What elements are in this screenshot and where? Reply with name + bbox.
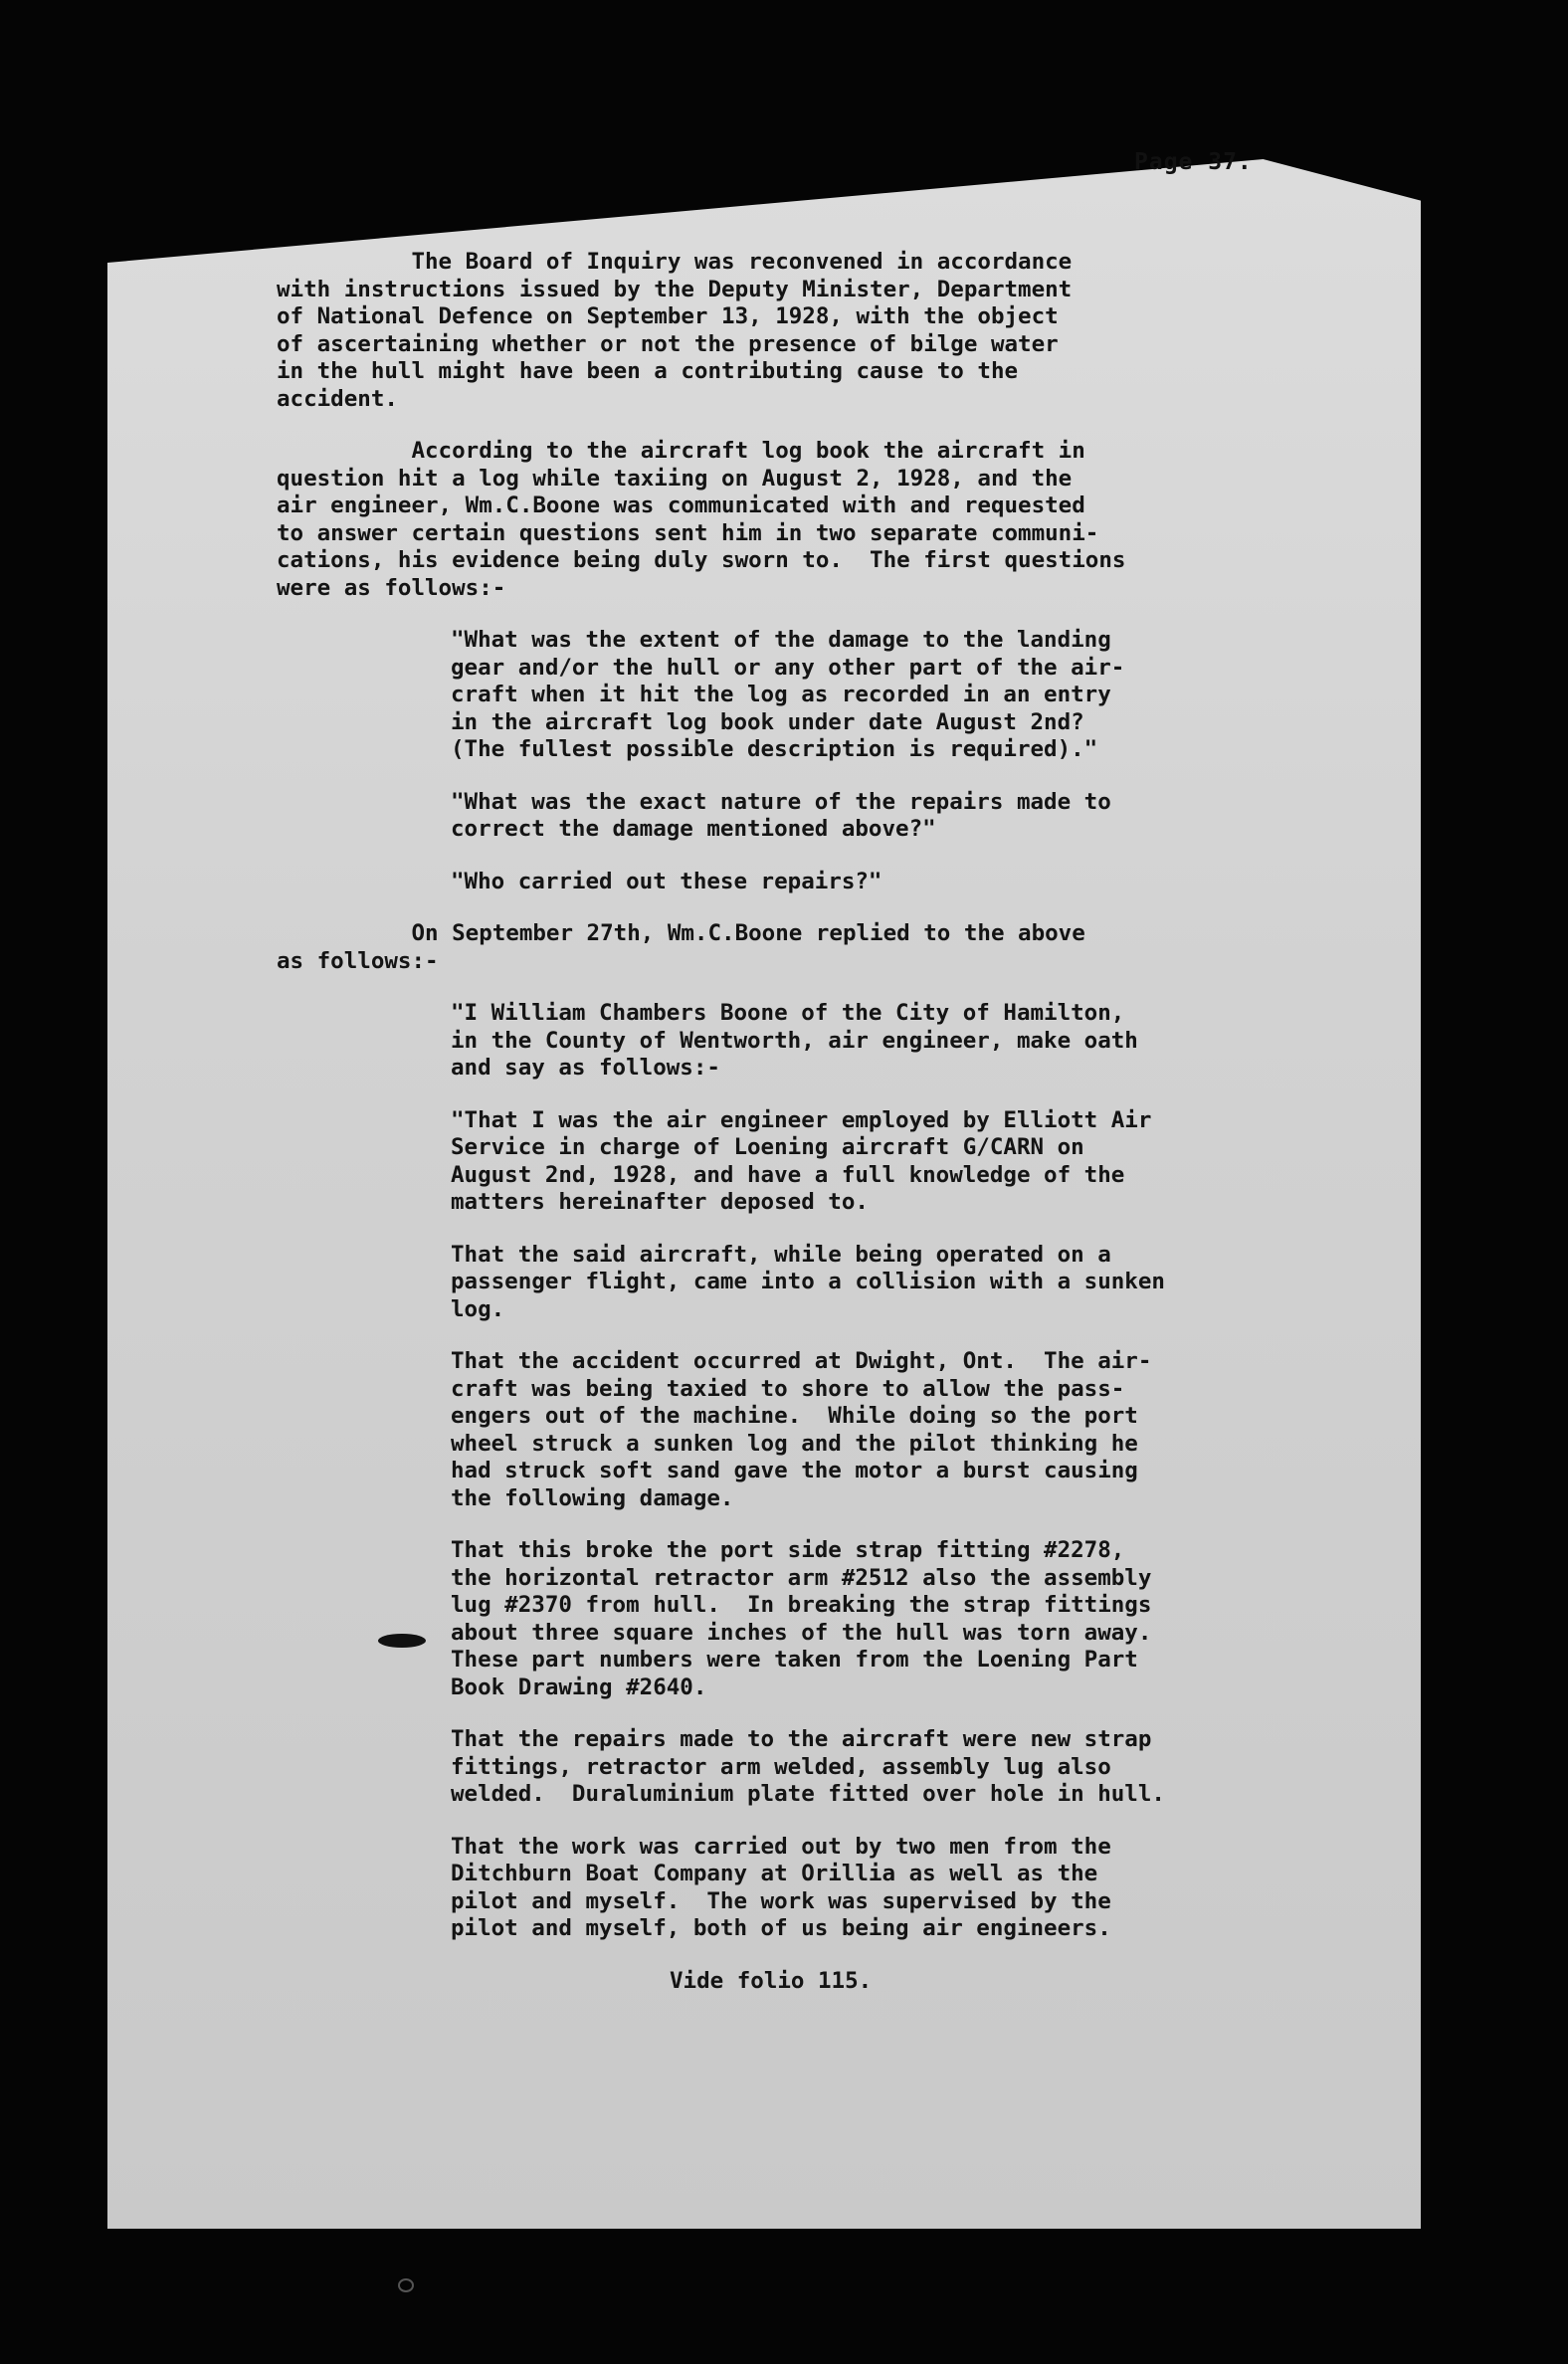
quoted-paragraph [451, 1834, 1331, 1943]
text-line: of ascertaining whether or not the presence of bilge water [277, 330, 1059, 357]
quoted-paragraph [451, 789, 1331, 844]
text-line: had struck soft sand gave the motor a burst causing [451, 1458, 1138, 1483]
text-line: "Who carried out these repairs?" [451, 868, 882, 894]
text-line: air engineer, Wm.C.Boone was communicated with and requested [277, 492, 1085, 518]
quoted-paragraph [451, 1242, 1331, 1324]
text-line: "That I was the air engineer employed by Elliott Air [451, 1106, 1152, 1133]
paragraph [277, 438, 1331, 602]
paragraph [277, 249, 1331, 413]
text-line: Ditchburn Boat Company at Orillia as well as the [451, 1861, 1098, 1886]
quoted-paragraph [451, 869, 1331, 896]
text-line: August 2nd, 1928, and have a full knowledge of the [451, 1161, 1125, 1188]
quoted-paragraph [451, 1348, 1331, 1512]
document-body [277, 249, 1331, 1995]
text-line: accident. [277, 385, 398, 412]
quoted-paragraph [451, 1537, 1331, 1701]
text-line: "What was the extent of the damage to the landing [451, 627, 1111, 653]
text-line: welded. Duraluminium plate fitted over hole in hull. [451, 1781, 1165, 1807]
scan-mark [398, 2278, 414, 2292]
text-line: lug #2370 from hull. In breaking the strap fittings [451, 1592, 1152, 1618]
text-line: were as follows:- [277, 574, 506, 601]
text-line: On September 27th, Wm.C.Boone replied to the above [277, 920, 1085, 946]
text-line: According to the aircraft log book the aircraft in [277, 438, 1085, 464]
quoted-paragraph [451, 1726, 1331, 1809]
text-line: Service in charge of Loening aircraft G/CARN on [451, 1134, 1084, 1160]
text-line: the following damage. [451, 1484, 734, 1511]
quoted-paragraph [451, 1107, 1331, 1217]
text-line: with instructions issued by the Deputy Minister, Department [277, 276, 1073, 302]
text-line: and say as follows:- [451, 1055, 720, 1081]
text-line: That the work was carried out by two men from the [451, 1833, 1111, 1860]
text-line: That the said aircraft, while being operated on a [451, 1241, 1111, 1268]
paragraph [277, 920, 1331, 975]
text-line: engers out of the machine. While doing so the port [451, 1403, 1138, 1429]
text-line: craft was being taxied to shore to allow the pass- [451, 1375, 1125, 1402]
text-line: That the accident occurred at Dwight, Ont. The air- [451, 1348, 1152, 1374]
text-line: cations, his evidence being duly sworn to. The first questions [277, 547, 1126, 573]
text-line: in the aircraft log book under date August 2nd? [451, 708, 1084, 735]
text-line: "What was the exact nature of the repairs made to [451, 788, 1111, 815]
text-line: passenger flight, came into a collision with a sunken [451, 1269, 1165, 1294]
text-line: pilot and myself, both of us being air engineers. [451, 1915, 1111, 1941]
text-line: of National Defence on September 13, 1928, with the object [277, 303, 1059, 329]
text-line: fittings, retractor arm welded, assembly lug also [451, 1753, 1111, 1780]
text-line: to answer certain questions sent him in two separate communi- [277, 519, 1099, 546]
text-line: Book Drawing #2640. [451, 1674, 707, 1700]
text-line: craft when it hit the log as recorded in an entry [451, 682, 1111, 707]
text-line: as follows:- [277, 947, 439, 974]
text-line: That this broke the port side strap fitting #2278, [451, 1537, 1125, 1563]
text-line: wheel struck a sunken log and the pilot thinking he [451, 1430, 1138, 1457]
closing-reference: Vide folio 115. [670, 1967, 873, 1994]
text-line: log. [451, 1295, 505, 1322]
text-line: matters hereinafter deposed to. [451, 1189, 869, 1215]
text-line: in the hull might have been a contributing cause to the [277, 358, 1019, 384]
text-line: about three square inches of the hull was torn away. [451, 1619, 1152, 1646]
text-line: pilot and myself. The work was supervised by the [451, 1887, 1111, 1914]
quoted-paragraph [451, 1000, 1331, 1083]
text-line: the horizontal retractor arm #2512 also the assembly [451, 1564, 1152, 1591]
text-line: correct the damage mentioned above?" [451, 816, 936, 842]
ink-blot [378, 1634, 426, 1648]
text-line: The Board of Inquiry was reconvened in accordance [277, 249, 1073, 275]
text-line: That the repairs made to the aircraft were new strap [451, 1726, 1152, 1752]
text-line: "I William Chambers Boone of the City of Hamilton, [451, 1000, 1125, 1026]
text-line: question hit a log while taxiing on August 2, 1928, and the [277, 465, 1073, 492]
text-line: These part numbers were taken from the Loening Part [451, 1647, 1138, 1673]
text-line: gear and/or the hull or any other part of the air- [451, 654, 1125, 681]
quoted-paragraph [451, 627, 1331, 764]
text-line: (The fullest possible description is required)." [451, 736, 1098, 762]
text-line: in the County of Wentworth, air engineer, make oath [451, 1027, 1138, 1054]
page-number: Page 37. [1134, 149, 1253, 175]
